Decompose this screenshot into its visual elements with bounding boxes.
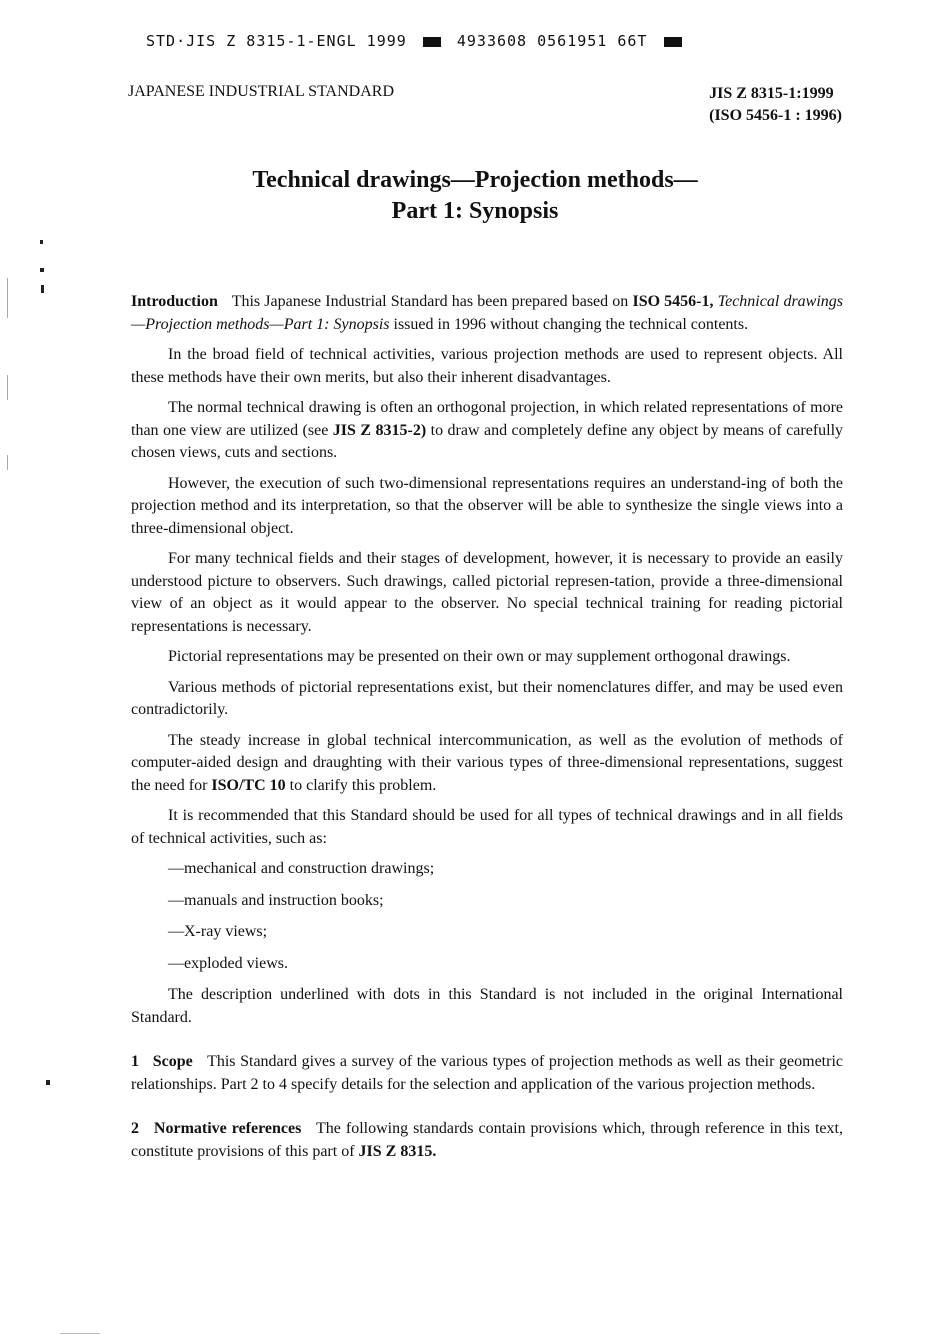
intro-paragraph (131, 291, 843, 336)
stamp-right-text: 4933608 0561951 66T (456, 32, 648, 50)
iso-tc-reference: ISO/TC 10 (211, 776, 286, 794)
section-scope (131, 1051, 843, 1096)
paragraph (131, 730, 843, 798)
paragraph (131, 397, 843, 465)
paragraph-text: to clarify this problem. (289, 776, 437, 794)
paragraph-text: The normal technical drawing is often an orthogonal projection, in which related representations of more than one view are utilized (see (131, 399, 843, 439)
organization-label: JAPANESE INDUSTRIAL STANDARD (128, 83, 394, 100)
intro-heading: Introduction (131, 293, 218, 310)
standard-codes (709, 83, 842, 127)
paragraph: It is recommended that this Standard should be used for all types of technical drawings and in all fields of technical activities, such as: (131, 807, 843, 847)
paragraph-text: The steady increase in global technical intercommunication, as well as the evolution of methods of computer-aided design and draughting with their various types of three-dimensional representations, suggest the need for (131, 731, 843, 794)
document-title (0, 165, 950, 227)
document-stamp (146, 32, 688, 50)
stamp-block-mark (423, 37, 441, 47)
margin-line (7, 375, 8, 400)
section-heading: Scope (152, 1053, 193, 1070)
paragraph: However, the execution of such two-dimensional representations requires an understand-ing of both the projection method and its interpretation, so that the observer will be able to synthesize the single views into a three-dimensional object. (131, 474, 843, 537)
intro-text-a: This Japanese Industrial Standard has been prepared based on (231, 293, 629, 310)
stamp-left-text: STD·JIS Z 8315-1-ENGL 1999 (146, 32, 407, 50)
margin-mark (41, 285, 44, 293)
margin-mark (40, 268, 44, 272)
paragraph: Pictorial representations may be presented on their own or may supplement orthogonal drawings. (168, 648, 791, 665)
title-line-2: Part 1: Synopsis (391, 198, 559, 224)
stamp-block-mark (664, 37, 682, 47)
jis-code: JIS Z 8315-1:1999 (709, 85, 834, 102)
list-item: —mechanical and construction drawings; (168, 860, 435, 877)
section-normative-references (131, 1118, 843, 1163)
list-item: —X-ray views; (168, 923, 268, 940)
jis-reference: JIS Z 8315-2) (332, 421, 427, 439)
section-heading: Normative references (153, 1120, 302, 1137)
section-text: The following standards contain provisions which, through reference in this text, constitute provisions of this part of (131, 1120, 843, 1160)
section-number: 1 (131, 1053, 139, 1070)
intro-iso-ref: ISO 5456-1, (632, 293, 714, 310)
intro-title-italic: Technical drawings—Projection methods—Part 1: Synopsis (131, 293, 844, 333)
document-body (131, 291, 843, 1171)
section-number: 2 (131, 1120, 139, 1137)
paragraph: The description underlined with dots in this Standard is not included in the original International Standard. (131, 986, 843, 1026)
iso-code: (ISO 5456-1 : 1996) (709, 107, 842, 124)
list-item: —exploded views. (168, 954, 288, 972)
list-item: —manuals and instruction books; (168, 891, 384, 909)
margin-line (7, 455, 8, 470)
section-text: This Standard gives a survey of the various types of projection methods as well as their geometric relationships. Part 2 to 4 specify details for the selection and application of the various projection methods. (131, 1053, 843, 1093)
margin-mark (40, 240, 43, 244)
paragraph: Various methods of pictorial representations exist, but their nomenclatures differ, and may be used even contradictorily. (131, 678, 843, 718)
intro-text-b: issued in 1996 without changing the technical contents. (393, 315, 749, 333)
footer-scan-line (60, 1333, 100, 1334)
paragraph: In the broad field of technical activities, various projection methods are used to represent objects. All these methods have their own merits, but also their inherent disadvantages. (131, 346, 843, 386)
title-line-1: Technical drawings—Projection methods— (252, 167, 698, 193)
jis-reference: JIS Z 8315. (358, 1142, 437, 1160)
margin-line (7, 278, 8, 318)
margin-mark (46, 1080, 50, 1085)
paragraph: For many technical fields and their stages of development, however, it is necessary to provide an easily understood picture to observers. Such drawings, called pictorial represen-tation, provide a three-dimensional view of an object as it would appear to the observer. No special technical training for reading pictorial representations is necessary. (131, 550, 843, 635)
paragraph-text: to draw and completely define any object by means of carefully chosen views, cuts and sections. (131, 421, 844, 461)
